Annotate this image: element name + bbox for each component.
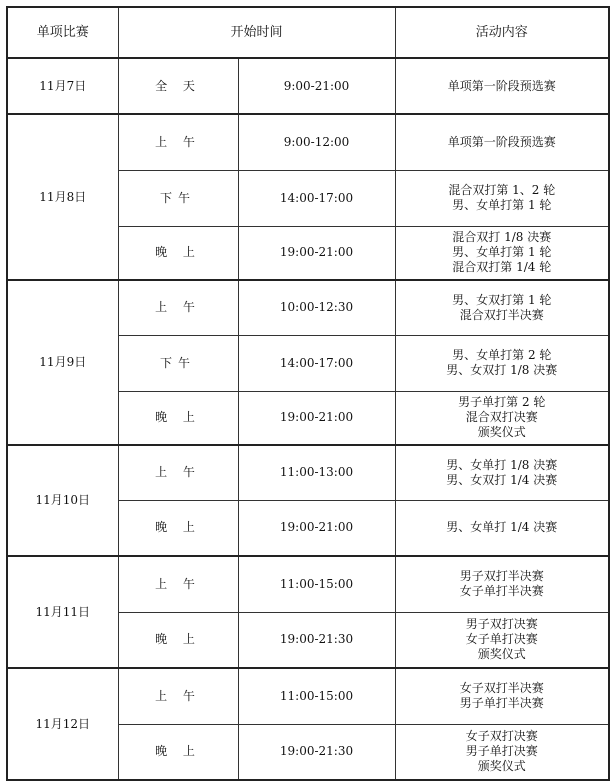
content-line: 单项第一阶段预选赛 bbox=[447, 78, 556, 93]
period-cell: 上 午 bbox=[118, 668, 238, 724]
time-cell: 14:00-17:00 bbox=[238, 170, 395, 226]
content-line: 男、女双打 1/4 决赛 bbox=[446, 472, 558, 487]
content-cell bbox=[395, 114, 609, 170]
time-cell: 19:00-21:00 bbox=[238, 500, 395, 556]
schedule-table bbox=[6, 6, 610, 781]
time-cell: 11:00-15:00 bbox=[238, 556, 395, 612]
content-line: 男子单打第 2 轮 bbox=[458, 395, 546, 410]
content-cell bbox=[395, 500, 609, 556]
content-line: 单项第一阶段预选赛 bbox=[447, 134, 556, 149]
date-cell: 11月7日 bbox=[7, 58, 118, 114]
content-line: 男子单打半决赛 bbox=[459, 696, 544, 711]
period-cell: 晚 上 bbox=[118, 724, 238, 780]
content-line: 男子单打决赛 bbox=[465, 744, 538, 759]
content-line: 男、女单打 1/4 决赛 bbox=[446, 520, 558, 535]
content-line: 女子双打半决赛 bbox=[459, 681, 544, 696]
content-line: 混合双打半决赛 bbox=[459, 307, 544, 322]
time-cell: 9:00-12:00 bbox=[238, 114, 395, 170]
period-cell: 晚 上 bbox=[118, 391, 238, 445]
content-cell bbox=[395, 226, 609, 280]
time-cell: 11:00-15:00 bbox=[238, 668, 395, 724]
time-cell: 19:00-21:00 bbox=[238, 226, 395, 280]
content-cell bbox=[395, 335, 609, 391]
content-line: 颁奖仪式 bbox=[477, 647, 526, 662]
date-cell: 11月11日 bbox=[7, 556, 118, 668]
session-row bbox=[7, 114, 609, 170]
session-row bbox=[7, 280, 609, 335]
content-line: 混合双打第 1、2 轮 bbox=[448, 183, 556, 197]
header-event: 单项比赛 bbox=[7, 7, 118, 58]
period-cell: 上 午 bbox=[118, 280, 238, 335]
session-row bbox=[7, 445, 609, 500]
content-cell bbox=[395, 724, 609, 780]
content-line: 混合双打第 1/4 轮 bbox=[452, 260, 552, 275]
content-cell bbox=[395, 445, 609, 500]
period-cell: 晚 上 bbox=[118, 500, 238, 556]
session-row bbox=[7, 58, 609, 114]
period-cell: 上 午 bbox=[118, 114, 238, 170]
content-line: 颁奖仪式 bbox=[477, 759, 526, 774]
session-row bbox=[7, 668, 609, 724]
period-cell: 晚 上 bbox=[118, 226, 238, 280]
time-cell: 11:00-13:00 bbox=[238, 445, 395, 500]
time-cell: 19:00-21:00 bbox=[238, 391, 395, 445]
content-line: 男子双打半决赛 bbox=[459, 569, 544, 584]
time-cell: 14:00-17:00 bbox=[238, 335, 395, 391]
content-line: 男、女双打 1/8 决赛 bbox=[446, 363, 558, 377]
content-line: 男、女单打第 1 轮 bbox=[452, 198, 552, 212]
content-line: 男、女单打第 2 轮 bbox=[452, 348, 552, 362]
content-cell bbox=[395, 280, 609, 335]
header-row bbox=[7, 7, 609, 58]
date-cell: 11月10日 bbox=[7, 445, 118, 556]
time-cell: 19:00-21:30 bbox=[238, 612, 395, 668]
period-cell: 上 午 bbox=[118, 445, 238, 500]
date-cell: 11月8日 bbox=[7, 114, 118, 280]
content-line: 男、女双打第 1 轮 bbox=[452, 292, 552, 307]
content-line: 女子单打决赛 bbox=[465, 632, 538, 647]
content-line: 男、女单打第 1 轮 bbox=[452, 245, 552, 260]
schedule-body bbox=[7, 58, 609, 780]
time-cell: 19:00-21:30 bbox=[238, 724, 395, 780]
time-cell: 10:00-12:30 bbox=[238, 280, 395, 335]
content-line: 混合双打 1/8 决赛 bbox=[452, 230, 552, 245]
content-line: 男子双打决赛 bbox=[465, 617, 538, 632]
content-cell bbox=[395, 170, 609, 226]
content-cell bbox=[395, 612, 609, 668]
content-cell bbox=[395, 556, 609, 612]
content-cell bbox=[395, 391, 609, 445]
date-cell: 11月9日 bbox=[7, 280, 118, 445]
content-cell bbox=[395, 58, 609, 114]
period-cell: 下午 bbox=[118, 170, 238, 226]
content-line: 颁奖仪式 bbox=[477, 425, 526, 440]
period-cell: 全 天 bbox=[118, 58, 238, 114]
date-cell: 11月12日 bbox=[7, 668, 118, 780]
period-cell: 上 午 bbox=[118, 556, 238, 612]
content-line: 女子单打半决赛 bbox=[459, 584, 544, 599]
content-line: 混合双打决赛 bbox=[465, 410, 538, 425]
session-row bbox=[7, 556, 609, 612]
period-cell: 下午 bbox=[118, 335, 238, 391]
content-line: 男、女单打 1/8 决赛 bbox=[446, 457, 558, 472]
content-cell bbox=[395, 668, 609, 724]
content-line: 女子双打决赛 bbox=[465, 729, 538, 744]
header-start-time: 开始时间 bbox=[118, 7, 395, 58]
period-cell: 晚 上 bbox=[118, 612, 238, 668]
header-content: 活动内容 bbox=[395, 7, 609, 58]
time-cell: 9:00-21:00 bbox=[238, 58, 395, 114]
